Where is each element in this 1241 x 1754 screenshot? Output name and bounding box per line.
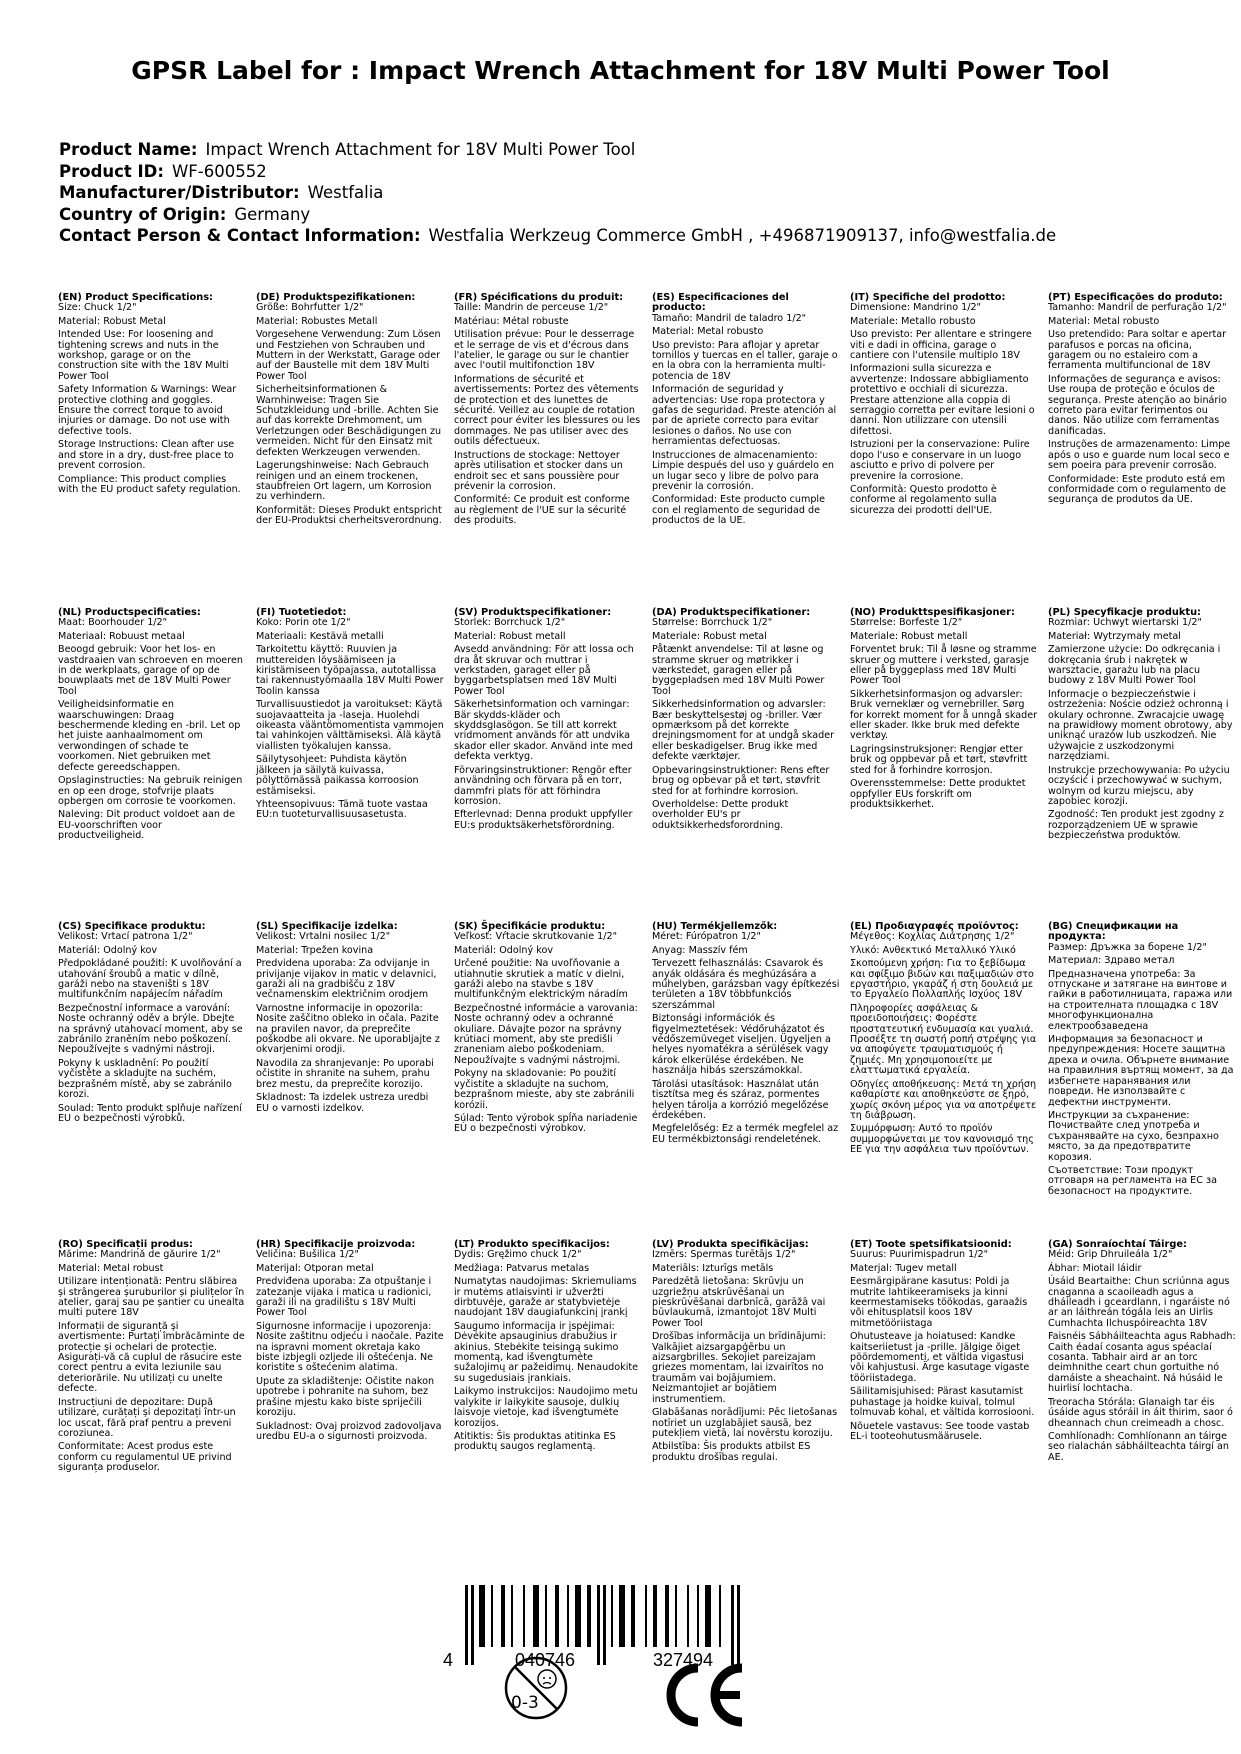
- block-line: Πληροφορίες ασφάλειας & προειδοποιήσεις: Φορέστε προστατευτική ενδυμασία και γυαλιά. Προσέξτε τη σωστή ροπή στρέψης για να αποφύγετε τραυματισμούς ή ζημιές. Μη χρησιμοποιείτε με ελαττωματικά εργαλεία.: [850, 1002, 1037, 1077]
- barcode-bar: [631, 1585, 635, 1647]
- barcode-bar: [619, 1585, 625, 1647]
- barcode-bar: [575, 1585, 581, 1647]
- block-line: Zgodność: Ten produkt jest zgodny z rozporządzeniem UE w sprawie bezpieczeństwa produktów.: [1048, 809, 1224, 842]
- block-line: Tervezett felhasználás: Csavarok és anyák oldására és meghúzására a műhelyben, garázsban vagy építkezési területen a 18V többfunkciós szerszámmal: [652, 958, 840, 1011]
- block-line: Biztonsági információk és figyelmeztetések: Védőruházatot és védőszemüveget viseljen. Ügyeljen a helyes nyomatékra a sérülések vagy károk elkerülése érdekében. Ne használja hibás szerszámokkal.: [652, 1013, 831, 1077]
- block-line: Megfelelőség: Ez a termék megfelel az EU termékbiztonsági rendeletének.: [652, 1123, 839, 1145]
- page-title: GPSR Label for : Impact Wrench Attachment for 18V Multi Power Tool: [131, 56, 1110, 85]
- block-line: Informații de siguranță și avertismente: Purtați îmbrăcăminte de protecție și ochelari de protecție. Asigurați-vă că cuplul de răsucire este corect pentru a evita leziunile sau deteriorările. Nu utilizați cu unelte defecte.: [58, 1320, 245, 1395]
- language-block: [58, 1240, 256, 1477]
- language-block: [1048, 1240, 1241, 1477]
- language-block: [652, 608, 850, 845]
- block-heading: (NL) Productspecificaties:: [58, 607, 201, 618]
- block-line: Sikkerhedsinformation og advarsler: Bær beskyttelsestøj og -briller. Vær opmærksom på det korrekte drejningsmoment for at undgå skader eller beskadigelser. Brug ikke med defekte værktøjer.: [652, 699, 835, 763]
- block-line: Mărime: Mandrină de găurire 1/2": [58, 1249, 221, 1261]
- block-line: Conformità: Questo prodotto è conforme al regolamento sulla sicurezza dei prodotti dell'UE.: [850, 483, 997, 516]
- block-line: Förvaringsinstruktioner: Rengör efter användning och förvara på en torr, dammfri plats för att förhindra korrosion.: [454, 764, 632, 807]
- product-info-row: [59, 225, 1056, 247]
- block-line: Pokyny k uskladnění: Po použití vyčistěte a skladujte na suchém, bezprašném místě, aby se zabránilo korozi.: [58, 1057, 232, 1101]
- block-line: Instrucciones de almacenamiento: Limpie después del uso y guárdelo en un lugar seco y libre de polvo para prevenir la corrosión.: [652, 449, 834, 492]
- language-row: [58, 293, 1241, 530]
- barcode-bar: [665, 1585, 669, 1647]
- block-heading: (LT) Produkto specifikacijos:: [454, 1239, 610, 1250]
- block-line: Velikost: Vrtalni nosilec 1/2": [256, 931, 391, 943]
- barcode-bar: [511, 1585, 513, 1647]
- block-line: Materiāls: Izturīgs metāls: [652, 1262, 774, 1274]
- block-line: Faisnéis Sábháilteachta agus Rabhadh: Caith éadaí cosanta agus spéaclaí cosanta. Tabhair aird ar an torc deimhnithe ceart chun gortuithe nó damáiste a sheachaint. Ná húsáid le huirlisí lochtacha.: [1048, 1331, 1236, 1395]
- barcode-guard: [471, 1585, 474, 1665]
- block-heading: (CS) Specifikace produktu:: [58, 921, 206, 932]
- block-heading: (EL) Προδιαγραφές προϊόντος:: [850, 921, 1019, 932]
- block-line: Paredzētā lietošana: Skrūvju un uzgriežņu atskrūvēšanai un pieskrūvēšanai darbnīcā, garāžā vai būvlaukumā, izmantojot 18V Multi Power Tool: [652, 1276, 826, 1329]
- barcode-bar: [675, 1585, 677, 1647]
- block-line: Säilytysohjeet: Puhdista käytön jälkeen ja säilytä kuivassa, pölyttömässä paikassa korroosion estämiseksi.: [256, 754, 419, 797]
- block-line: Avsedd användning: För att lossa och dra åt skruvar och muttrar i verkstaden, garaget eller på byggarbetsplatsen med 18V Multi Power Tool: [454, 644, 634, 697]
- block-line: Size: Chuck 1/2": [58, 302, 137, 314]
- info-label: Product Name:: [59, 140, 198, 159]
- barcode-guard: [465, 1585, 468, 1665]
- block-line: Overholdelse: Dette produkt overholder EU's pr oduktsikkerhedsforordning.: [652, 798, 789, 831]
- block-line: Предназначена употреба: За отпускане и затягане на винтове и гайки в работилницата, гаража или на строителната площадка с 18V многофункционална електрообзаведена: [1048, 968, 1233, 1032]
- block-heading: (HU) Termékjellemzők:: [652, 921, 778, 932]
- block-line: Μέγεθος: Κοχλίας Διάτρησης 1/2": [850, 931, 1015, 943]
- language-block: [454, 1240, 652, 1477]
- block-line: Beoogd gebruik: Voor het los- en vastdraaien van schroeven en moeren in de werkplaats, garage of op de bouwplaats met de 18V Multi Power Tool: [58, 644, 243, 697]
- language-block: [256, 922, 454, 1200]
- language-block: [850, 922, 1048, 1200]
- block-line: Conformitate: Acest produs este conform cu regulamentul UE privind siguranța produselor.: [58, 1441, 232, 1474]
- info-label: Contact Person & Contact Information:: [59, 226, 421, 245]
- block-line: Συμμόρφωση: Αυτό το προϊόν συμμορφώνεται με τον κανονισμό της ΕΕ για την ασφάλεια των προϊόντων.: [850, 1123, 1034, 1156]
- block-line: Varnostne informacije in opozorila: Nosite zaščitno obleko in očala. Pazite na pravilen navor, da preprečite poškodbe ali okvare. Ne uporabljajte z okvarjenimi orodji.: [256, 1002, 440, 1056]
- block-line: Conformidade: Este produto está em conformidade com o regulamento de segurança de produtos da UE.: [1048, 473, 1227, 506]
- block-line: Lagerungshinweise: Nach Gebrauch reinigen und an einem trockenen, staubfreien Ort lagern, um Korrosion zu verhindern.: [256, 460, 432, 503]
- block-line: Lagringsinstruksjoner: Rengjør etter bruk og oppbevar på et tørt, støvfritt sted for å forhindre korrosjon.: [850, 743, 1028, 776]
- block-line: Tamaño: Mandril de taladro 1/2": [652, 312, 807, 324]
- block-heading: (ES) Especificaciones del producto:: [652, 292, 789, 314]
- block-line: Naleving: Dit product voldoet aan de EU-voorschriften voor productveiligheid.: [58, 809, 235, 842]
- block-line: Sikkerhetsinformasjon og advarsler: Bruk verneklær og vernebriller. Sørg for korrekt moment for å unngå skader eller skader. Ikke bruk med defekte verktøy.: [850, 688, 1038, 742]
- block-line: Safety Information & Warnings: Wear protective clothing and goggles. Ensure the correct torque to avoid injuries or damage. Do not use with defective tools.: [58, 384, 237, 437]
- barcode-right-digits: 327494: [653, 1650, 714, 1670]
- barcode-bar: [491, 1585, 493, 1647]
- product-info-row: [59, 204, 1056, 226]
- barcode-bar: [719, 1585, 721, 1647]
- block-line: Maat: Boorhouder 1/2": [58, 617, 168, 629]
- language-block: [58, 922, 256, 1200]
- block-line: Forventet bruk: Til å løsne og stramme skruer og muttere i verksted, garasje eller på byggeplass med 18V Multi Power Tool: [850, 644, 1037, 687]
- age-warning-text: 0-3: [511, 1693, 539, 1713]
- block-line: Opbevaringsinstruktioner: Rens efter brug og opbevar på et tørt, støvfrit sted for at forhindre korrosion.: [652, 764, 830, 797]
- block-line: Předpokládané použití: K uvolňování a utahování šroubů a matic v dílně, garáži nebo na staveništi s 18V multifunkčním napájecím nářadím: [58, 958, 242, 1001]
- language-block: [454, 293, 652, 530]
- block-line: Zamierzone użycie: Do odkręcania i dokręcania śrub i nakrętek w warsztacie, garażu lub na placu budowy z 18V Multi Power Tool: [1048, 644, 1221, 687]
- block-line: Eesmärgipärane kasutus: Poldi ja mutrite lahtikeeramiseks ja kinni keermestamiseks töökodas, garaažis või ehitusplatsil koos 18V mitmetööriistaga: [850, 1276, 1028, 1329]
- block-line: Numatytas naudojimas: Skriemuliams ir mutėms atlaisvinti ir užveržti dirbtuvėje, garaže ar statybvietėje naudojant 18V daugiafunkcinį įrankį: [454, 1276, 637, 1319]
- barcode-bar: [567, 1585, 569, 1647]
- block-line: Σκοπούμενη χρήση: Για το ξεβίδωμα και σφίξιμο βιδών και παξιμαδιών στο εργαστήριο, γκαράζ ή στη δουλειά με το Εργαλείο Πολλαπλής Ισχύος 18V: [850, 958, 1034, 1001]
- block-line: Glabāšanas norādījumi: Pēc lietošanas notīriet un uzglabājiet sausā, bez putekļiem vietā, lai novērstu koroziju.: [652, 1407, 838, 1439]
- block-line: Съответствие: Този продукт отговаря на регламента на ЕС за безопасност на продуктите.: [1048, 1164, 1217, 1197]
- block-line: Intended Use: For loosening and tightening screws and nuts in the workshop, garage or on the construction site with the 18V Multi Power Tool: [58, 329, 229, 382]
- barcode-bar: [611, 1585, 613, 1647]
- block-line: Efterlevnad: Denna produkt uppfyller EU:s produktsäkerhetsförordning.: [454, 809, 633, 831]
- block-line: Material: Metal robusto: [652, 326, 764, 338]
- block-line: Bezpečnostné informácie a varovania: Noste ochranný odev a ochranné okuliare. Dávajte pozor na správny krútiaci moment, aby ste predišli zraneniam alebo poškodeniam. Nepoužívajte s vadnými nástrojmi.: [454, 1002, 638, 1066]
- barcode-guard: [597, 1585, 600, 1665]
- barcode-bar: [587, 1585, 591, 1647]
- block-line: Storage Instructions: Clean after use and store in a dry, dust-free place to prevent corrosion.: [58, 439, 235, 472]
- block-line: Material: Robust Metal: [58, 315, 166, 327]
- barcode-guard: [603, 1585, 606, 1665]
- info-value: Westfalia Werkzeug Commerce GmbH , +496871909137, info@westfalia.de: [428, 226, 1057, 245]
- info-value: Germany: [234, 204, 311, 224]
- barcode-bar: [523, 1585, 525, 1647]
- block-line: Material: Metal robust: [58, 1262, 164, 1274]
- block-line: Информация за безопасност и предупреждения: Носете защитна дреха и очила. Обърнете внимание на правилния въртящ момент, за да избегнете наранявания или повреди. Не използвайте с дефектни инструменти.: [1048, 1034, 1234, 1108]
- language-block: [1048, 293, 1241, 530]
- block-line: Tárolási utasítások: Használat után tisztítsa meg és száraz, pormentes helyen tárolja a korrózió megelőzése érdekében.: [652, 1078, 829, 1121]
- barcode-bar: [705, 1585, 711, 1647]
- block-line: Úsáid Beartaithe: Chun scriúnna agus cnaganna a scaoileadh agus a dháileadh i gceardlann, i ngaráiste nó ar an láithreán tógála leis an Uirlis Cumhachta Ilchuspóireachta 18V: [1048, 1276, 1230, 1329]
- block-line: Koko: Porin ote 1/2": [256, 617, 351, 629]
- block-line: Sigurnosne informacije i upozorenja: Nosite zaštitnu odjeću i naočale. Pazite na ispravni moment okretaja kako biste izbjegli ozljede ili oštećenja. Ne koristite s oštećenim alatima.: [256, 1320, 444, 1374]
- block-line: Tamanho: Mandril de perfuração 1/2": [1048, 302, 1227, 314]
- barcode-bar: [533, 1585, 539, 1647]
- block-line: Información de seguridad y advertencias: Use ropa protectora y gafas de seguridad. Preste atención al par de apriete correcto para evitar lesiones o daños. No use con herramientas defectuosas.: [652, 384, 837, 448]
- block-line: Overensstemmelse: Dette produktet oppfyller EUs forskrift om produktsikkerhet.: [850, 778, 1026, 810]
- language-block: [652, 293, 850, 530]
- block-line: Atbilstība: Šis produkts atbilst ES produktu drošības regulai.: [652, 1441, 811, 1463]
- info-value: Impact Wrench Attachment for 18V Multi Power Tool: [205, 140, 636, 159]
- barcode-bar: [653, 1585, 657, 1647]
- block-line: Veiligheidsinformatie en waarschuwingen: Draag beschermende kleding en -bril. Let op het juiste aanhaalmoment om verwondingen of schade te voorkomen. Niet gebruiken met defecte gereedschappen.: [58, 699, 241, 773]
- block-line: Turvallisuustiedot ja varoitukset: Käytä suojavaatteita ja -laseja. Huolehdi oikeasta vääntömomentista vammojen tai vahinkojen välttämiseksi. Älä käytä viallisten työkalujen kanssa.: [256, 699, 444, 752]
- block-line: Drošības informācija un brīdinājumi: Valkājiet aizsargapģērbu un aizsargbrilles. Sekojiet pareizajam griezes momentam, lai izvairītos no traumām vai bojājumiem. Neizmantojiet ar bojātiem instrumentiem.: [652, 1331, 826, 1405]
- block-line: Informazioni sulla sicurezza e avvertenze: Indossare abbigliamento protettivo e occhiali di sicurezza. Prestare attenzione alla coppia di serraggio corretta per evitare lesioni o danni. Non utilizzare con utensili difettosi.: [850, 363, 1035, 437]
- block-line: Säkerhetsinformation och varningar: Bär skydds-kläder och skyddsglasögon. Se till att korrekt vridmoment används för att undvika skador eller skador. Använd inte med defekta verktyg.: [454, 699, 633, 763]
- block-line: Instrucțiuni de depozitare: După utilizare, curățați și depozitați într-un loc uscat, fără praf pentru a preveni coroziunea.: [58, 1396, 236, 1439]
- block-line: Comhlíonadh: Comhlíonann an táirge seo rialachán sábháilteachta táirgí an AE.: [1048, 1430, 1229, 1463]
- block-line: Materjal: Tugev metall: [850, 1262, 957, 1274]
- block-line: Material: Robustes Metall: [256, 315, 378, 327]
- block-heading: (DA) Produktspecifikationer:: [652, 607, 811, 618]
- info-label: Product ID:: [59, 161, 164, 181]
- block-line: Informações de segurança e avisos: Use roupa de proteção e óculos de segurança. Preste atenção ao binário correto para evitar ferimentos ou danos. Não utilize com ferramentas danificadas.: [1048, 373, 1227, 437]
- block-line: Υλικό: Ανθεκτικό Μεταλλικό Υλικό: [850, 944, 1016, 956]
- block-line: Velikost: Vrtací patrona 1/2": [58, 931, 193, 943]
- block-line: Uso previsto: Per allentare e stringere viti e dadi in officina, garage o cantiere con l'utensile multiplo 18V: [850, 329, 1032, 362]
- block-line: Méid: Grip Dhruileála 1/2": [1048, 1249, 1173, 1261]
- block-heading: (SK) Špecifikácie produktu:: [454, 921, 606, 932]
- block-line: Uso pretendido: Para soltar e apertar parafusos e porcas na oficina, garagem ou no estaleiro com a ferramenta multifuncional de 18V: [1048, 329, 1227, 372]
- ce-mark-icon: [660, 1662, 746, 1732]
- language-block: [58, 608, 256, 845]
- block-line: Suurus: Puurimispadrun 1/2": [850, 1249, 989, 1261]
- block-line: Instrukcje przechowywania: Po użyciu oczyścić i przechowywać w suchym, wolnym od kurzu miejscu, aby zapobiec korozji.: [1048, 764, 1230, 807]
- block-line: Materiaali: Kestävä metalli: [256, 630, 384, 642]
- block-line: Yhteensopivuus: Tämä tuote vastaa EU:n tuoteturvallisuusasetusta.: [256, 798, 428, 821]
- block-heading: (RO) Specificații produs:: [58, 1239, 193, 1250]
- barcode-left-digits: 040746: [515, 1650, 576, 1670]
- block-line: Rozmiar: Uchwyt wiertarski 1/2": [1048, 617, 1202, 629]
- language-block: [652, 922, 850, 1200]
- block-line: Påtænkt anvendelse: Til at løsne og stramme skruer og møtrikker i værkstedet, garagen eller på byggepladsen med 18V Multi Power Tool: [652, 644, 825, 697]
- block-heading: (FR) Spécifications du produit:: [454, 292, 624, 303]
- block-line: Veľkosť: Vŕtacie skrutkovanie 1/2": [454, 931, 618, 943]
- block-line: Opslaginstructies: Na gebruik reinigen en op een droge, stofvrije plaats opbergen om corrosie te voorkomen.: [58, 775, 243, 807]
- barcode-bar: [501, 1585, 505, 1647]
- block-line: Atitiktis: Šis produktas atitinka ES produktų saugos reglamentą.: [454, 1430, 616, 1453]
- block-line: Størrelse: Borfeste 1/2": [850, 617, 963, 629]
- block-line: Conformité: Ce produit est conforme au règlement de l'UE sur la sécurité des produits.: [454, 494, 630, 527]
- block-line: Instruções de armazenamento: Limpe após o uso e guarde num local seco e sem poeira para prevenir corrosão.: [1048, 439, 1231, 472]
- block-line: Predviđena uporaba: Za otpuštanje i zatezanje vijaka i matica u radionici, garaži ili na gradilištu s 18V Multi Power Tool: [256, 1276, 432, 1319]
- block-heading: (HR) Specifikacije proizvoda:: [256, 1239, 416, 1250]
- block-heading: (PT) Especificações do produto:: [1048, 292, 1223, 303]
- block-line: Materiál: Odolný kov: [454, 944, 554, 956]
- block-line: Upute za skladištenje: Očistite nakon upotrebe i pohranite na suhom, bez prašine mjestu kako biste spriječili koroziju.: [256, 1375, 435, 1419]
- block-line: Materijal: Otporan metal: [256, 1262, 374, 1274]
- block-heading: (GA) Sonraíochtaí Táirge:: [1048, 1239, 1187, 1250]
- block-line: Taille: Mandrin de perceuse 1/2": [454, 302, 609, 314]
- block-heading: (SV) Produktspecifikationer:: [454, 607, 612, 618]
- language-row: [58, 922, 1241, 1200]
- barcode-bar: [645, 1585, 647, 1647]
- barcode-guard: [731, 1585, 734, 1665]
- block-line: Sicherheitsinformationen & Warnhinweise: Tragen Sie Schutzkleidung und -brille. Achten Sie auf das korrekte Drehmoment, um Verletzungen oder Beschädigungen zu vermeiden. Nicht für den Einsatz mit defekten Werkzeugen verwenden.: [256, 384, 442, 458]
- block-line: Soulad: Tento produkt splňuje nařízení EU o bezpečnosti výrobků.: [58, 1102, 242, 1124]
- block-line: Uso previsto: Para aflojar y apretar tornillos y tuercas en el taller, garaje o en la obra con la herramienta multi-potencia de 18V: [652, 339, 838, 382]
- block-line: Ohutusteave ja hoiatused: Kandke kaitseriietust ja -prille. Jälgige õiget pöördemomenti, et vältida vigastusi või kahjustusi. Ärge kasutage vigaste tööriistadega.: [850, 1331, 1030, 1384]
- block-line: Utilisation prévue: Pour le desserrage et le serrage de vis et d'écrous dans l'atelier, le garage ou sur le chantier avec l'outil multifonction 18V: [454, 329, 635, 372]
- block-line: Materiaal: Robuust metaal: [58, 630, 185, 642]
- block-line: Saugumo informacija ir įspėjimai: Dėvėkite apsauginius drabužius ir akinius. Stebėkite teisingą sukimo momentą, kad išvengtumėte sužalojimų ar pažeidimų. Nenaudokite su sugedusiais įrankiais.: [454, 1320, 639, 1384]
- language-block: [652, 1240, 850, 1477]
- info-label: Country of Origin:: [59, 204, 227, 224]
- block-line: Οδηγίες αποθήκευσης: Μετά τη χρήση καθαρίστε και αποθηκεύστε σε ξηρό, χωρίς σκόνη μέρος για να αποτρέψετε τη διάβρωση.: [850, 1078, 1037, 1121]
- barcode-bar: [479, 1585, 485, 1647]
- block-line: Ábhar: Miotail láidir: [1048, 1262, 1142, 1274]
- block-line: Материал: Здраво метал: [1048, 955, 1175, 967]
- block-line: Material: Trpežen kovina: [256, 944, 374, 956]
- language-row: [58, 1240, 1241, 1477]
- block-line: Инструкции за съхранение: Почиствайте след употреба и съхранявайте на сухо, безпрахно място, за да предотвратите корозия.: [1048, 1109, 1219, 1163]
- info-value: WF-600552: [171, 161, 267, 181]
- block-line: Nõuetele vastavus: See toode vastab EL-i tooteohutusmäärusele.: [850, 1420, 1030, 1442]
- info-label: Manufacturer/Distributor:: [59, 183, 300, 202]
- block-line: Dimensione: Mandrino 1/2": [850, 302, 981, 314]
- block-line: Matériau: Métal robuste: [454, 315, 569, 327]
- block-line: Størrelse: Borrchuck 1/2": [652, 617, 773, 629]
- block-line: Súlad: Tento výrobok spĺňa nariadenie EÚ o bezpečnosti výrobkov.: [454, 1112, 638, 1135]
- block-heading: (DE) Produktspezifikationen:: [256, 292, 416, 303]
- barcode-bar: [687, 1585, 689, 1647]
- block-line: Säilitamisjuhised: Pärast kasutamist puhastage ja hoidke kuival, tolmul tolmuvab kohal, et vältida korrosiooni.: [850, 1386, 1035, 1419]
- block-line: Tarkoitettu käyttö: Ruuvien ja muttereiden löysäämiseen ja kiristämiseen työpajassa, autotallissa tai rakennustyömaalla 18V Multi Power Toolin kanssa: [256, 644, 444, 697]
- language-block: [256, 293, 454, 530]
- product-info-row: [59, 161, 1056, 183]
- block-line: Compliance: This product complies with the EU product safety regulation.: [58, 473, 241, 495]
- block-line: Medžiaga: Patvarus metalas: [454, 1262, 590, 1274]
- block-line: Instructions de stockage: Nettoyer après utilisation et stocker dans un endroit sec et sans poussière pour prévenir la corrosion.: [454, 449, 623, 492]
- language-block: [850, 608, 1048, 845]
- block-line: Material: Robust metall: [454, 630, 566, 642]
- block-heading: (PL) Specyfikacje produktu:: [1048, 607, 1201, 618]
- block-line: Konformität: Dieses Produkt entspricht der EU-Produktsi cherheitsverordnung.: [256, 504, 442, 527]
- block-line: Treoracha Stórála: Glanaigh tar éis úsáide agus stóráil in áit thirim, saor ó dheannach chun creimeadh a chosc.: [1048, 1396, 1233, 1429]
- block-line: Anyag: Masszív fém: [652, 944, 748, 956]
- language-block: [454, 922, 652, 1200]
- block-line: Izmērs: Spermas turētājs 1/2": [652, 1249, 796, 1261]
- block-heading: (EN) Product Specifications:: [58, 292, 213, 303]
- block-line: Istruzioni per la conservazione: Pulire dopo l'uso e conservare in un luogo asciutto e privo di polvere per prevenire la corrosione.: [850, 439, 1030, 482]
- language-row: [58, 608, 1241, 845]
- block-line: Größe: Bohrfutter 1/2": [256, 302, 364, 314]
- block-line: Skladnost: Ta izdelek ustreza uredbi EU o varnosti izdelkov.: [256, 1092, 429, 1114]
- block-line: Storlek: Borrchuck 1/2": [454, 617, 566, 629]
- block-line: Materiale: Robust metal: [652, 630, 767, 642]
- barcode-bar: [555, 1585, 559, 1647]
- block-line: Materiał: Wytrzymały metal: [1048, 630, 1181, 642]
- language-block: [256, 608, 454, 845]
- language-block: [256, 1240, 454, 1477]
- block-heading: (IT) Specifiche del prodotto:: [850, 292, 1006, 303]
- block-line: Navodila za shranjevanje: Po uporabi očistite in shranite na suhem, prahu brez mestu, da preprečite korozijo.: [256, 1057, 434, 1090]
- block-heading: (FI) Tuotetiedot:: [256, 607, 347, 618]
- language-block: [1048, 922, 1241, 1200]
- block-line: Materiál: Odolný kov: [58, 944, 158, 956]
- block-line: Veličina: Bušilica 1/2": [256, 1249, 359, 1261]
- block-line: Laikymo instrukcijos: Naudojimo metu valykite ir laikykite sausoje, dulkių laisvoje vietoje, kad išvengtumėte korozijos.: [454, 1386, 638, 1429]
- barcode-bar: [697, 1585, 699, 1647]
- block-heading: (BG) Спецификации на продукта:: [1048, 921, 1179, 943]
- language-block: [58, 293, 256, 530]
- block-line: Predvidena uporaba: Za odvijanje in privijanje vijakov in matic v delavnici, garaži ali na gradbišču z 18V večnamenskim električnim orodjem: [256, 958, 437, 1001]
- block-line: Materiale: Robust metall: [850, 630, 968, 642]
- block-heading: (NO) Produkttspesifikasjoner:: [850, 607, 1015, 618]
- block-heading: (ET) Toote spetsifikatsioonid:: [850, 1239, 1012, 1250]
- block-heading: (LV) Produkta specifikācijas:: [652, 1239, 809, 1250]
- barcode-bar: [545, 1585, 547, 1647]
- block-line: Dydis: Gręžimo chuck 1/2": [454, 1249, 582, 1261]
- block-line: Sukladnost: Ovaj proizvod zadovoljava uredbu EU-a o sigurnosti proizvoda.: [256, 1420, 442, 1442]
- block-line: Pokyny na skladovanie: Po použití vyčistite a skladujte na suchom, bezprašnom mieste, aby ste zabránili korózii.: [454, 1068, 635, 1111]
- block-line: Utilizare intenționată: Pentru slăbirea și strângerea șuruburilor și piulițelor în atelier, garaj sau pe șantier cu unealta multi putere 18V: [58, 1276, 245, 1319]
- barcode-guard: [737, 1585, 740, 1665]
- age-warning-icon: [503, 1655, 569, 1725]
- product-info-row: [59, 182, 1056, 204]
- info-value: Westfalia: [307, 183, 384, 202]
- block-line: Размер: Дръжка за борене 1/2": [1048, 941, 1207, 953]
- block-line: Bezpečnostní informace a varování: Noste ochranný oděv a brýle. Dbejte na správný utahovací moment, aby se zabránilo zraněním nebo poškození. Nepoužívejte s vadnými nástroji.: [58, 1002, 243, 1056]
- language-block: [1048, 608, 1241, 845]
- block-heading: (SL) Specifikacije izdelka:: [256, 921, 398, 932]
- block-line: Informacje o bezpieczeństwie i ostrzeżenia: Noście odzież ochronną i okulary ochronne. Zwracajcie uwagę na prawidłowy moment obrotowy, aby uniknąć urazów lub uszkodzeń. Nie używajcie z uszkodzonymi narzędziami.: [1048, 688, 1233, 763]
- product-info-row: [59, 139, 1056, 161]
- block-line: Vorgesehene Verwendung: Zum Lösen und Festziehen von Schrauben und Muttern in der Werkstatt, Garage oder auf der Baustelle mit dem 18V Multi Power Tool: [256, 329, 441, 382]
- language-block: [850, 293, 1048, 530]
- block-line: Materiale: Metallo robusto: [850, 315, 976, 327]
- product-info: [59, 139, 1056, 247]
- block-line: Conformidad: Este producto cumple con el reglamento de seguridad de productos de la UE.: [652, 494, 825, 527]
- block-line: Informations de sécurité et avertissements: Portez des vêtements de protection et des lunettes de sécurité. Veillez au couple de rotation correct pour éviter les blessures ou les dommages. Ne pas utiliser avec des outils défectueux.: [454, 373, 641, 448]
- language-block: [850, 1240, 1048, 1477]
- block-line: Méret: Fúrópatron 1/2": [652, 931, 761, 943]
- block-line: Material: Metal robusto: [1048, 315, 1160, 327]
- barcode-lead-digit: 4: [443, 1650, 454, 1670]
- block-line: Určené použitie: Na uvoľňovanie a utiahnutie skrutiek a matíc v dielni, garáži alebo na stavbe s 18V multifunkčným elektrickým náradím: [454, 958, 628, 1001]
- language-block: [454, 608, 652, 845]
